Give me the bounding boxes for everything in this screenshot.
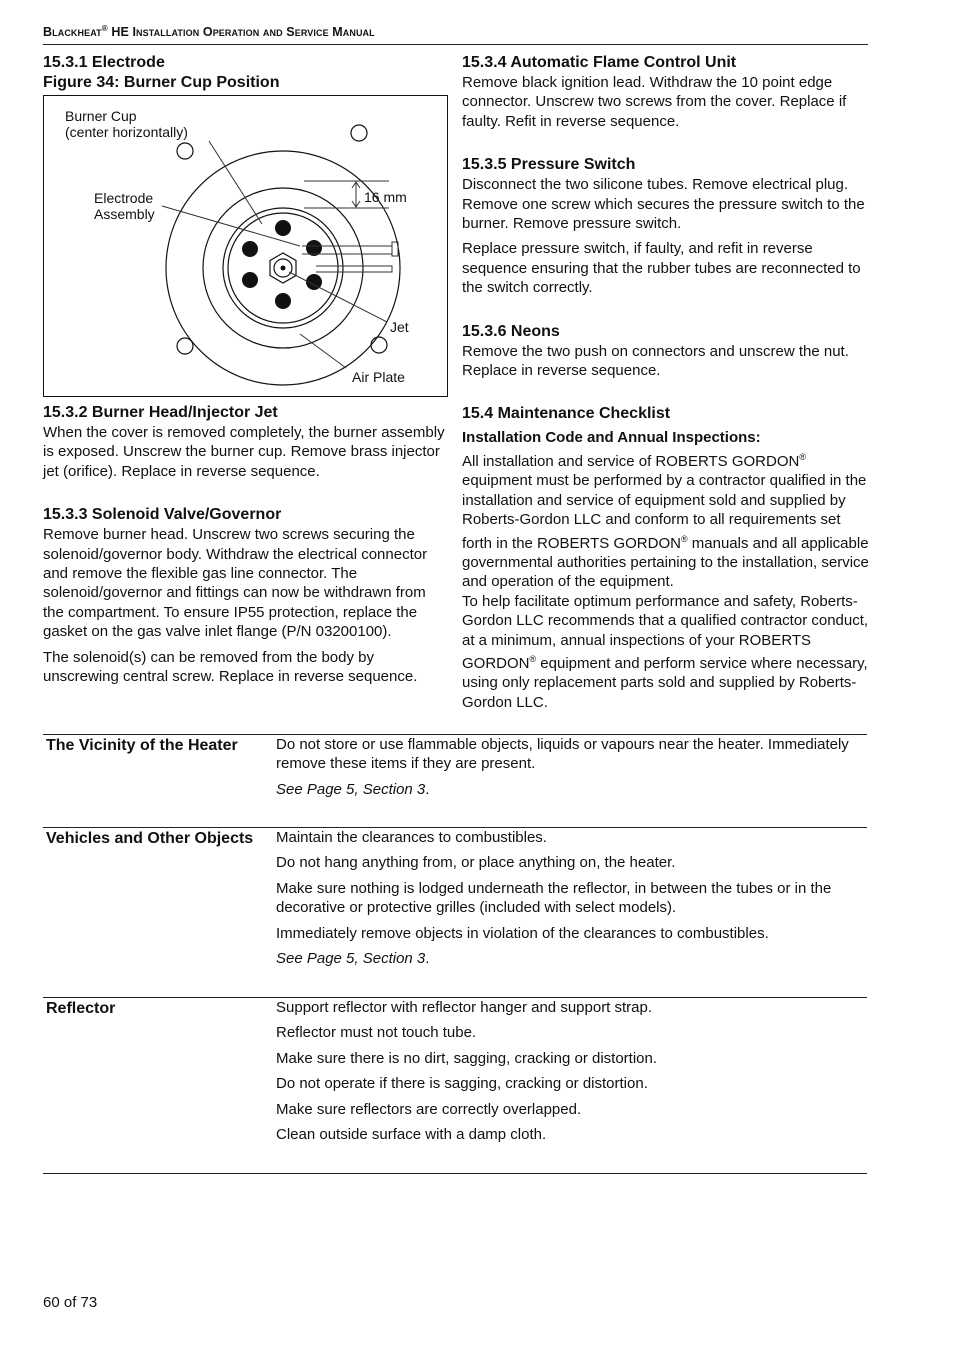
label-electrode-2: Assembly [94,206,155,222]
reg-mark: ® [529,653,537,664]
heading-15-3-1: 15.3.1 Electrode [43,54,165,71]
heading-15-4: 15.4 Maintenance Checklist [462,405,671,423]
reg-mark: ® [799,451,806,462]
figure-title: Figure 34: Burner Cup Position [43,74,280,91]
checklist-ref [276,780,866,799]
checklist-label: Vehicles and Other Objects [46,830,254,847]
checklist-item: Support reflector with reflector hanger and support strap. [276,999,653,1016]
para-15-4-a-2: equipment must be performed by a contractor qualified in the installation and service of equipment sold and supplied by Roberts-Gordon LLC and conform to all requirements set forth in the ROBERTS GORDON [462,472,867,552]
para-15-3-4: Remove black ignition lead. Withdraw the 10 point edge connector. Unscrew two screws from the cover. Replace if faulty. Refit in reverse sequence. [462,74,847,130]
ref-period: . [425,950,430,968]
header-title: HE Installation Operation and Service Manual [111,25,375,40]
para-15-4-b [462,592,872,712]
checklist-ref [276,949,866,968]
checklist-item: Make sure reflectors are correctly overlapped. [276,1100,582,1118]
para-15-4-a [462,448,872,592]
checklist-item: Maintain the clearances to combustibles. [276,829,547,846]
para-15-4-a-3: manuals and all applicable governmental authorities pertaining to the installation, service and operation of the equipment. [462,534,869,591]
heading-15-3-5: 15.3.5 Pressure Switch [462,156,636,174]
checklist-row-vicinity [43,734,867,827]
ref-link-text: See Page 5, Section 3 [276,950,426,968]
burner-cup-diagram [44,96,447,396]
checklist-item: Make sure there is no dirt, sagging, cracking or distortion. [276,1049,658,1067]
heading-15-3-2: 15.3.2 Burner Head/Injector Jet [43,404,278,421]
para-15-4-a-1: All installation and service of ROBERTS GORDON [462,452,800,470]
header-brand: Blackheat [43,25,102,40]
label-air-plate: Air Plate [352,369,405,385]
electrode-rod-lower [316,266,392,272]
heading-15-3-6: 15.3.6 Neons [462,322,560,340]
subheading-inspections: Installation Code and Annual Inspections: [462,429,761,447]
table-bottom-rule [43,1173,867,1174]
port-hole [242,241,258,257]
header-reg: ® [101,24,108,33]
jet-centre [281,266,286,271]
label-gap: 16 mm [364,189,407,205]
heading-15-3-4: 15.3.4 Automatic Flame Control Unit [462,54,737,71]
port-hole [275,293,291,309]
port-hole [242,272,258,288]
checklist-row-reflector [43,997,867,1168]
label-jet: Jet [390,319,409,335]
checklist-item: Do not store or use flammable objects, liquids or vapours near the heater. Immediately remove these items if they are present. [276,736,849,773]
para-15-3-6: Remove the two push on connectors and unscrew the nut. Replace in reverse sequence. [462,342,849,380]
checklist-items [276,998,866,1150]
para-15-3-5-a: Disconnect the two silicone tubes. Remove electrical plug. Remove one screw which secures the pressure switch to the burner. Remove pressure switch. [462,176,865,233]
para-15-4-b-1: To help facilitate optimum performance and safety, Roberts-Gordon LLC recommends that a qualified contractor conduct, at a minimum, annual inspections of your ROBERTS GORDON [462,592,869,672]
mounting-hole-br [371,337,387,353]
running-header [43,24,868,45]
checklist-label: The Vicinity of the Heater [46,737,238,754]
checklist-item: Clean outside surface with a damp cloth. [276,1126,547,1144]
para-15-3-5-b: Replace pressure switch, if faulty, and refit in reverse sequence ensuring that the rubber tubes are reconnected to the switch correctly. [462,240,861,297]
checklist-item: Make sure nothing is lodged underneath the reflector, in between the tubes or in the decorative or protective grilles (included with select models). [276,879,832,917]
checklist-items [276,828,866,974]
checklist-label: Reflector [46,1000,116,1017]
para-15-3-2: When the cover is removed completely, the burner assembly is exposed. Unscrew the burner cup. Remove brass injector jet (orifice). Replace in reverse sequence. [43,424,445,480]
checklist-items [276,735,866,805]
label-burner-cup: Burner Cup [65,108,137,124]
leader-air-plate [300,334,346,368]
reg-mark: ® [680,533,688,544]
para-15-4-b-2: equipment and perform service where necessary, using only replacement parts sold and supplied by Roberts-Gordon LLC. [462,654,868,711]
checklist-item: Do not operate if there is sagging, cracking or distortion. [276,1075,648,1093]
label-burner-cup-note: (center horizontally) [65,124,188,140]
ref-link-text: See Page 5, Section 3 [276,780,426,798]
port-hole [275,220,291,236]
leader-jet [289,272,387,322]
checklist-item: Immediately remove objects in violation of the clearances to combustibles. [276,924,769,942]
left-column [43,53,448,692]
label-electrode-1: Electrode [94,190,154,206]
right-column [462,53,872,712]
para-15-3-3-b: The solenoid(s) can be removed from the body by unscrewing central screw. Replace in reverse sequence. [43,648,418,686]
ref-period: . [425,780,430,798]
para-15-3-3-a: Remove burner head. Unscrew two screws securing the solenoid/governor body. Withdraw the electrical connector and remove the flexible gas line connector. The solenoid/governor and fittings can now be withdrawn from the compartment. To ensure IP55 protection, replace the gasket on the gas valve inlet flange (P/N 03200100). [43,526,428,641]
checklist-row-vehicles [43,827,867,997]
mounting-hole-tr [351,125,367,141]
checklist-item: Reflector must not touch tube. [276,1024,477,1042]
mounting-hole-bl [177,338,193,354]
leader-burner-cup [209,141,262,224]
burner-cup-figure [43,95,448,397]
checklist-item: Do not hang anything from, or place anything on, the heater. [276,854,676,872]
mounting-hole-tl [177,143,193,159]
heading-15-3-3: 15.3.3 Solenoid Valve/Governor [43,506,282,524]
page-number: 60 of 73 [43,1294,98,1311]
